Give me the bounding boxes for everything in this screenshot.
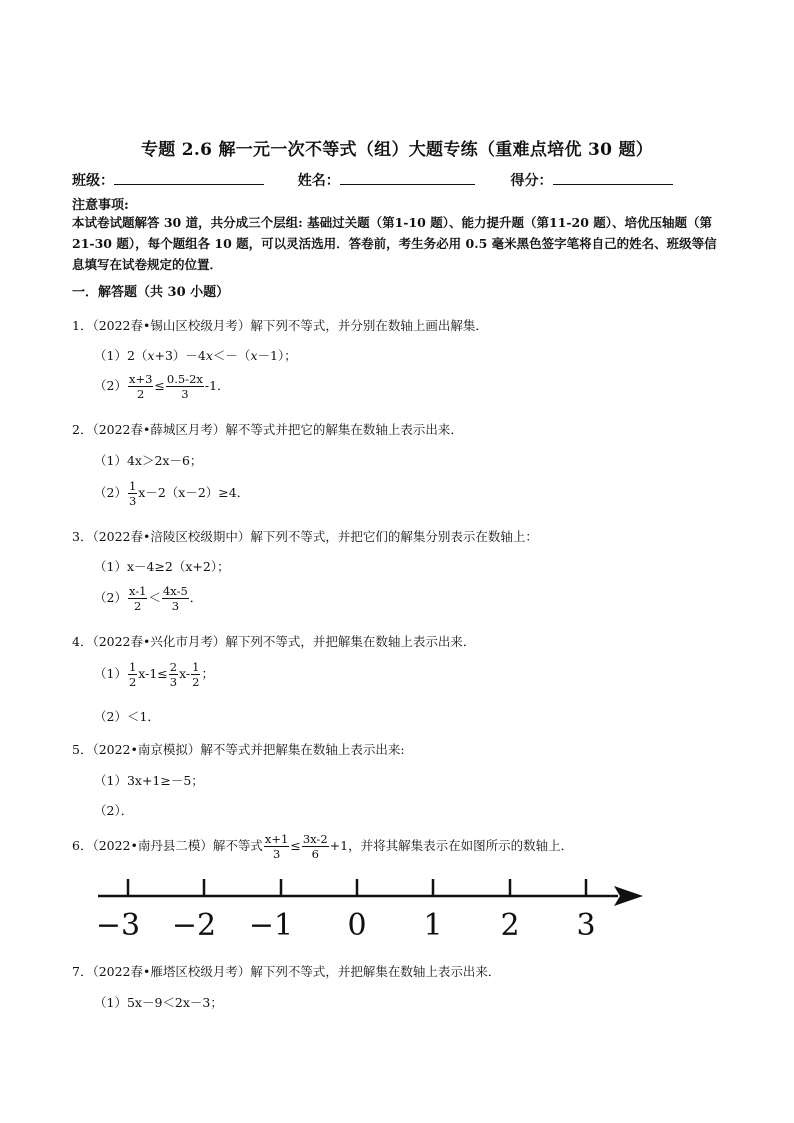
- question-1-stem: 1．（2022春•锡山区校级月考）解下列不等式，并分别在数轴上画出解集．: [72, 318, 488, 333]
- question-6-stem: 6．（2022•南丹县二模）解不等式 $\frac{x+1}{3}$ ≤ $\frac{3x-2}{6}$ +1，并将其解集表示在如图所示的数轴上．: [72, 832, 574, 861]
- axis-arrow-icon: [614, 886, 643, 906]
- question-5-part-2: （2）．: [94, 803, 134, 818]
- question-3-part-1: （1）x－4≥2（x+2）；: [94, 559, 230, 574]
- class-label: 班级：: [72, 173, 114, 189]
- fraction: $\frac{4x-5}{3}$: [162, 584, 188, 613]
- name-blank[interactable]: [340, 172, 475, 185]
- question-1-part-2: （2） $\frac{x+3}{2}$ ≤ $\frac{0.5-2x}{3}$ -1．: [94, 372, 230, 401]
- fraction: $\frac{x-1}{2}$: [128, 584, 147, 613]
- fraction: $\frac{x+3}{2}$: [128, 372, 153, 401]
- fraction: $\frac{1}{2}$: [128, 660, 137, 689]
- tick-label: −2: [171, 908, 217, 943]
- question-4-stem: 4．（2022春•兴化市月考）解下列不等式，并把解集在数轴上表示出来．: [72, 634, 476, 649]
- question-2-part-2: （2） $\frac{1}{3}$ x－2（x－2）≥4．: [94, 479, 250, 508]
- section-heading: 一．解答题（共 30 小题）: [72, 285, 230, 300]
- question-2-part-1: （1）4x＞2x－6；: [94, 453, 203, 468]
- class-blank[interactable]: [114, 172, 264, 185]
- question-2-stem: 2．（2022春•薛城区月考）解不等式并把它的解集在数轴上表示出来．: [72, 422, 463, 437]
- fraction: $\frac{3x-2}{6}$: [302, 832, 328, 861]
- question-3-stem: 3．（2022春•涪陵区校级期中）解下列不等式，并把它们的解集分别表示在数轴上：: [72, 529, 538, 544]
- question-7-part-1: （1）5x－9＜2x－3；: [94, 995, 223, 1010]
- question-3-part-2: （2） $\frac{x-1}{2}$ ＜ $\frac{4x-5}{3}$ ．: [94, 584, 203, 613]
- page-title: 专题 2.6 解一元一次不等式（组）大题专练（重难点培优 30 题）: [140, 140, 654, 160]
- tick-label: −3: [95, 908, 141, 943]
- name-label: 姓名：: [297, 173, 340, 189]
- question-4-part-2: （2）＜1．: [94, 709, 160, 724]
- score-blank[interactable]: [553, 172, 673, 185]
- tick-label: 1: [423, 908, 443, 943]
- tick-label: 3: [576, 908, 596, 943]
- fraction: $\frac{x+1}{3}$: [264, 832, 289, 861]
- tick-label: 2: [500, 908, 520, 943]
- student-info-row: [72, 170, 673, 190]
- question-5-stem: 5．（2022•南京模拟）解不等式并把解集在数轴上表示出来:: [72, 742, 405, 757]
- notes-heading: 注意事项:: [72, 198, 129, 213]
- tick-label: 0: [347, 908, 367, 943]
- fraction: $\frac{2}{3}$: [169, 660, 178, 689]
- question-5-part-1: （1）3x+1≥－5；: [94, 773, 204, 788]
- fraction: $\frac{1}{2}$: [192, 660, 200, 689]
- score-label: 得分：: [510, 173, 553, 189]
- fraction: $\frac{1}{3}$: [128, 479, 137, 508]
- question-4-part-1: （1） $\frac{1}{2}$ x-1≤ $\frac{2}{3}$ x- $\frac{1}{2}$ ；: [94, 660, 214, 689]
- notes-body: 本试卷试题解答 30 道，共分成三个层组: 基础过关题（第1-10 题）、能力提升题（第11-20 题）、培优压轴题（第 21-30 题），每个题组各 10 题，可以灵活选用．答卷前，考生务必用 0.5 毫米黑色签字笔将自己的姓名、班级等信息填写在试卷规定的位置．: [72, 215, 717, 272]
- question-1-part-1: （1）2（x+3）－4x＜－（x－1）；: [94, 348, 297, 363]
- fraction: $\frac{0.5-2x}{3}$: [166, 372, 203, 401]
- tick-label: −1: [248, 908, 294, 943]
- question-7-stem: 7．（2022春•雁塔区校级月考）解下列不等式，并把解集在数轴上表示出来．: [72, 964, 501, 979]
